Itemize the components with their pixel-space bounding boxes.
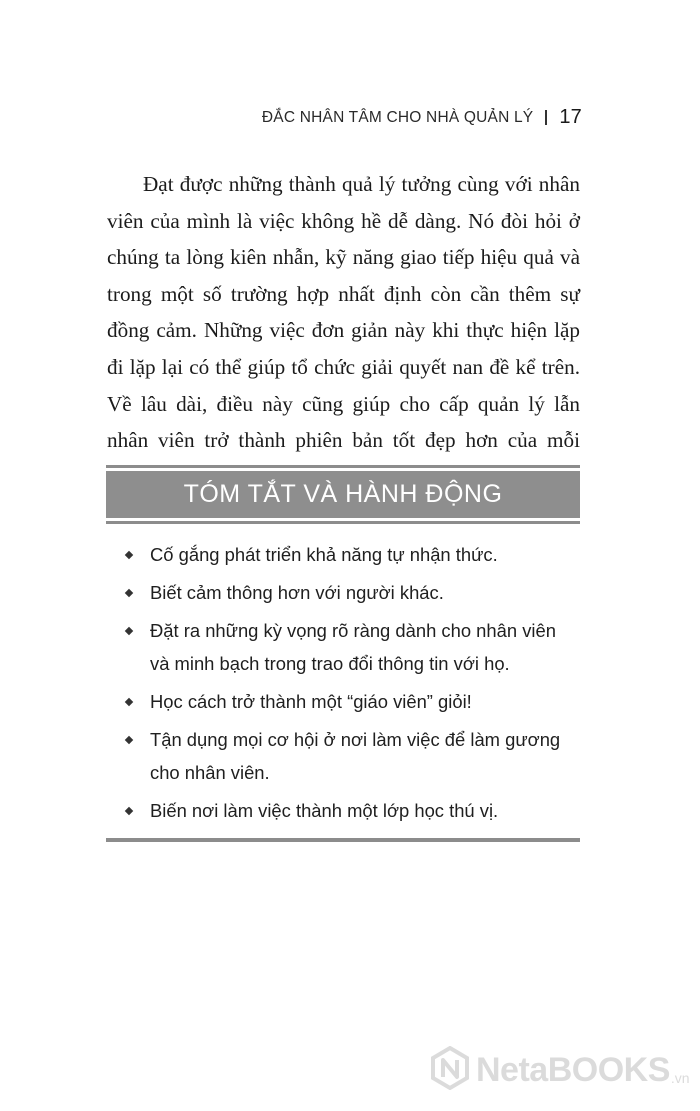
- running-header: [120, 106, 582, 129]
- book-title: ĐẮC NHÂN TÂM CHO NHÀ QUẢN LÝ: [261, 108, 534, 126]
- list-item: [124, 685, 564, 718]
- list-item-text: Cố gắng phát triển khả năng tự nhận thức.: [150, 544, 498, 565]
- list-item: [124, 614, 564, 680]
- netabooks-logo-icon: [430, 1046, 470, 1095]
- list-item: [124, 723, 564, 789]
- summary-section: [106, 465, 580, 524]
- body-paragraph: Đạt được những thành quả lý tưởng cùng với nhân viên của mình là việc không hề dễ dàng. Nó đòi hỏi ở chúng ta lòng kiên nhẫn, kỹ năng giao tiếp hiệu quả và trong một số trường hợp nhất định còn cần thêm sự đồng cảm. Những việc đơn giản này khi thực hiện lặp đi lặp lại có thể giúp tổ chức giải quyết nan đề kể trên. Về lâu dài, điều này cũng giúp cho cấp quản lý lẫn nhân viên trở thành phiên bản tốt đẹp hơn của mỗi: [107, 172, 580, 453]
- summary-heading: TÓM TẮT VÀ HÀNH ĐỘNG: [106, 471, 580, 518]
- list-item: [124, 794, 564, 827]
- diamond-bullet-icon: [125, 698, 133, 706]
- list-item-text: Biết cảm thông hơn với người khác.: [150, 582, 444, 603]
- diamond-bullet-icon: [125, 627, 133, 635]
- page-number: 17: [559, 106, 582, 128]
- watermark: [430, 1046, 690, 1095]
- watermark-suffix: .vn: [670, 1069, 690, 1086]
- banner-bottom-rule: [106, 521, 580, 524]
- list-item-text: Đặt ra những kỳ vọng rõ ràng dành cho nhân viên và minh bạch trong trao đổi thông tin với họ.: [150, 620, 556, 674]
- list-item-text: Biến nơi làm việc thành một lớp học thú vị.: [150, 800, 499, 821]
- list-item: [124, 576, 564, 609]
- diamond-bullet-icon: [125, 551, 133, 559]
- section-bottom-rule: [106, 838, 580, 842]
- list-item-text: Học cách trở thành một “giáo viên” giỏi!: [150, 691, 472, 712]
- diamond-bullet-icon: [125, 736, 133, 744]
- summary-list: [124, 538, 564, 832]
- header-separator: [545, 110, 547, 125]
- watermark-brand: NetaBOOKS: [476, 1051, 670, 1089]
- diamond-bullet-icon: [125, 807, 133, 815]
- list-item: [124, 538, 564, 571]
- diamond-bullet-icon: [125, 589, 133, 597]
- list-item-text: Tận dụng mọi cơ hội ở nơi làm việc để làm gương cho nhân viên.: [150, 729, 561, 783]
